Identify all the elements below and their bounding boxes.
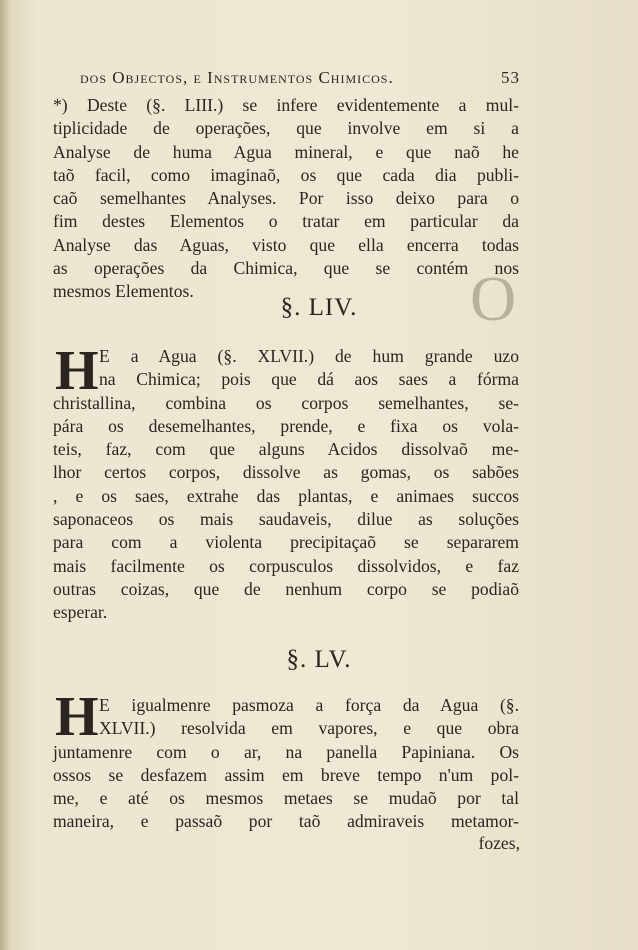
section-title-lv: §. LV. [286,646,352,673]
footnote-line: Analyse das Aguas, visto que ella encerra todas [53,234,519,255]
page-gutter-shadow [0,0,10,950]
running-header [80,68,520,88]
drop-cap-liv: H [55,340,99,402]
footnote-line: Analyse de huma Agua mineral, e que naõ he [53,141,519,162]
paragraph-liv [53,340,519,625]
paragraph-line: mais facilmente os corpusculos dissolvidos, e faz [53,555,519,576]
footnote-line: as operações da Chimica, que se contém nos [53,258,519,279]
footnote-line: tiplicidade de operações, que involve em si a [53,118,519,139]
paragraph-line: saponaceos os mais saudaveis, dilue as soluções [53,509,519,530]
footnote-line: *) Deste (§. LIII.) se infere evidentemente a mul- [53,95,519,115]
catchword: fozes, [478,833,520,853]
footnote-line: caõ semelhantes Analyses. Por isso deixo para o [53,188,519,209]
section-title-liv: §. LIV. [280,294,358,321]
paragraph-line: juntamenre com o ar, na panella Papiniana. Os [53,741,519,762]
bleed-through-letter: O [470,263,517,334]
paragraph-line: E igualmenre pasmoza a força da Agua (§. [99,695,519,715]
paragraph-line: me, e até os mesmos metaes se mudaõ por tal [53,788,519,809]
drop-cap-lv: H [55,686,99,748]
paragraph-lv [53,686,519,834]
footnote-line: mesmos Elementos. [53,281,194,302]
paragraph-line: lhor certos corpos, dissolve as gomas, os sabões [53,462,519,483]
paragraph-line: outras coizas, que de nenhum corpo se podiaõ [53,578,519,599]
paragraph-line: pára os desemelhantes, prende, e fixa os vola- [53,415,519,436]
paragraph-line: ossos se desfazem assim em breve tempo n'um pol- [53,764,519,785]
footnote-line: taõ facil, como imaginaõ, os que cada dia publi- [53,164,519,185]
footnote-line: fim destes Elementos o tratar em particular da [53,211,519,232]
paragraph-line: christallina, combina os corpos semelhantes, se- [53,392,519,413]
paragraph-line: teis, faz, com que alguns Acidos dissolvaõ me- [53,439,519,460]
paragraph-line: maneira, e passaõ por taõ admiraveis metamor- [53,811,519,832]
paragraph-line: para com a violenta precipitaçaõ se separarem [53,532,519,553]
paragraph-line: E a Agua (§. XLVII.) de hum grande uzo [99,346,519,366]
footnote [53,94,519,304]
paragraph-line: na Chimica; pois que dá aos saes a fórma [99,369,519,390]
paragraph-line: , e os saes, extrahe das plantas, e animaes succos [53,485,519,506]
page-number: 53 [501,68,520,87]
running-title: dos Objectos, e Instrumentos Chimicos. [80,68,394,87]
paragraph-line: XLVII.) resolvida em vapores, e que obra [99,718,519,739]
paragraph-line: esperar. [53,602,108,623]
